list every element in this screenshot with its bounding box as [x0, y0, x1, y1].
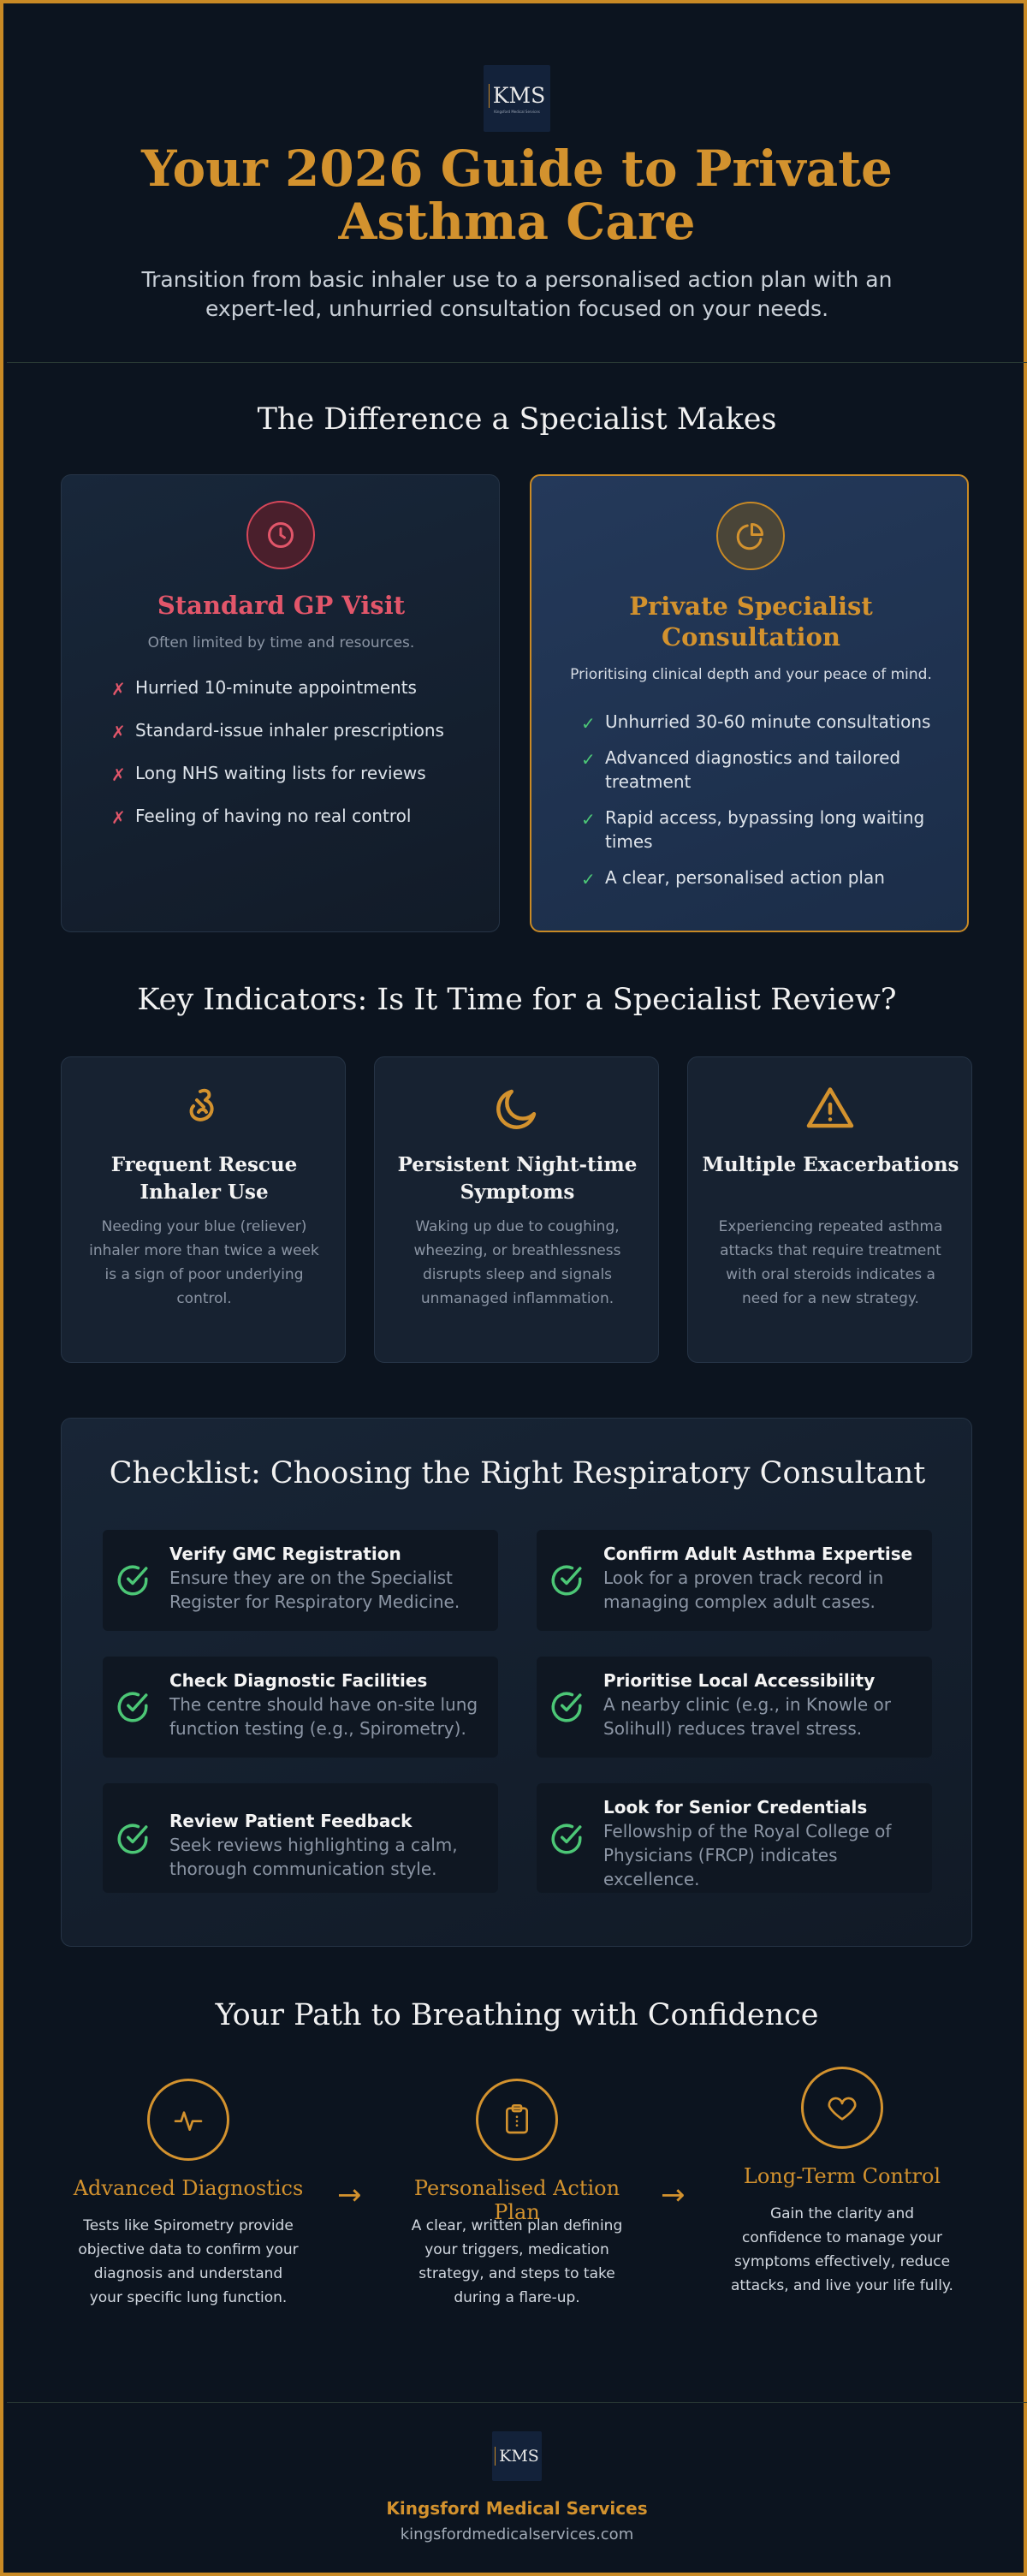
list-item: ✓ Rapid access, bypassing long waiting times — [581, 807, 925, 852]
indicators-title: Key Indicators: Is It Time for a Specialist Review? — [137, 983, 897, 1017]
checklist-item — [103, 1530, 498, 1631]
check-circle-icon — [549, 1689, 585, 1725]
indicator-card — [61, 1056, 346, 1363]
logo-tagline: Kingsford Medical Services — [494, 109, 540, 114]
clock-icon — [246, 501, 315, 569]
step-title: Advanced Diagnostics — [73, 2176, 304, 2200]
checklist-item-title: Review Patient Feedback — [169, 1811, 413, 1831]
checklist-item-desc: The centre should have on-site lung function testing (e.g., Spirometry). — [169, 1694, 478, 1739]
cross-icon: ✗ — [111, 679, 126, 699]
check-circle-icon — [549, 1562, 585, 1598]
page-title: Your 2026 Guide to Private Asthma Care — [141, 140, 893, 251]
checklist-item-title: Look for Senior Credentials — [603, 1797, 868, 1817]
indicator-title: Frequent Rescue Inhaler Use — [110, 1153, 298, 1204]
step-desc: Tests like Spirometry provide objective data to confirm your diagnosis and understand your specific lung function. — [78, 2217, 299, 2306]
checklist-item — [103, 1783, 498, 1893]
logo-text: KMS — [489, 84, 545, 108]
checklist-item-desc: Seek reviews highlighting a calm, thorough communication style. — [169, 1835, 458, 1879]
list-item: ✓ Unhurried 30-60 minute consultations — [581, 711, 931, 734]
footer-divider — [7, 2402, 1027, 2403]
list-item: ✓ A clear, personalised action plan — [581, 867, 885, 889]
heart-icon — [801, 2067, 883, 2149]
inhaler-icon — [178, 1083, 229, 1134]
checklist-item-desc: Look for a proven track record in managing complex adult cases. — [603, 1568, 884, 1612]
gp-list — [111, 675, 471, 847]
indicator-card — [687, 1056, 972, 1363]
checklist-item-desc: A nearby clinic (e.g., in Knowle or Solihull) reduces travel stress. — [603, 1694, 891, 1739]
check-icon: ✓ — [581, 869, 596, 889]
checklist-panel — [61, 1418, 972, 1947]
check-circle-icon — [549, 1821, 585, 1857]
checklist-item-title: Prioritise Local Accessibility — [603, 1670, 876, 1691]
gp-card — [61, 474, 500, 932]
arrow-icon: → — [661, 2178, 686, 2212]
list-item: ✗ Feeling of having no real control — [111, 806, 412, 828]
specialist-card — [530, 474, 969, 932]
cross-icon: ✗ — [111, 764, 126, 785]
indicator-desc: Experiencing repeated asthma attacks that require treatment with oral steroids indicates a need for a new strategy. — [718, 1218, 943, 1307]
specialist-list — [581, 710, 941, 901]
step-desc: Gain the clarity and confidence to manage your symptoms effectively, reduce attacks, and live your life fully. — [731, 2205, 953, 2294]
cross-icon: ✗ — [111, 722, 126, 742]
clipboard-icon — [476, 2079, 558, 2161]
gp-title: Standard GP Visit — [157, 591, 406, 620]
list-item: ✗ Hurried 10-minute appointments — [111, 677, 417, 699]
footer-url[interactable]: kingsfordmedicalservices.com — [400, 2525, 634, 2543]
check-icon: ✓ — [581, 749, 596, 770]
header-divider — [7, 362, 1027, 363]
checklist-item-title: Confirm Adult Asthma Expertise — [603, 1544, 913, 1564]
logo-text: KMS — [495, 2447, 539, 2466]
indicator-title: Persistent Night-time Symptoms — [397, 1153, 638, 1204]
checklist-item — [537, 1657, 932, 1758]
pulse-icon — [147, 2079, 229, 2161]
logo — [484, 65, 550, 132]
checklist-item-title: Check Diagnostic Facilities — [169, 1670, 428, 1691]
list-item: ✓ Advanced diagnostics and tailored treatment — [581, 747, 901, 792]
arrow-icon: → — [337, 2178, 362, 2212]
indicator-desc: Needing your blue (reliever) inhaler more than twice a week is a sign of poor underlying control. — [89, 1218, 319, 1307]
step-title: Long-Term Control — [743, 2164, 941, 2188]
indicator-desc: Waking up due to coughing, wheezing, or breathlessness disrupts sleep and signals unmanaged inflammation. — [413, 1218, 621, 1307]
specialist-desc: Prioritising clinical depth and your peace of mind. — [570, 666, 932, 683]
checklist-item — [537, 1783, 932, 1893]
checklist-item-title: Verify GMC Registration — [169, 1544, 401, 1564]
check-icon: ✓ — [581, 809, 596, 830]
check-circle-icon — [115, 1821, 151, 1857]
moon-icon — [491, 1083, 543, 1134]
warning-icon — [804, 1083, 856, 1134]
check-circle-icon — [115, 1689, 151, 1725]
footer-logo — [492, 2431, 542, 2481]
checklist-item-desc: Ensure they are on the Specialist Register for Respiratory Medicine. — [169, 1568, 460, 1612]
cross-icon: ✗ — [111, 807, 126, 828]
footer-company-name: Kingsford Medical Services — [386, 2498, 648, 2519]
gp-desc: Often limited by time and resources. — [147, 634, 415, 651]
list-item: ✗ Standard-issue inhaler prescriptions — [111, 720, 444, 742]
list-item: ✗ Long NHS waiting lists for reviews — [111, 763, 426, 785]
checklist-item — [103, 1657, 498, 1758]
check-icon: ✓ — [581, 713, 596, 734]
checklist-item — [537, 1530, 932, 1631]
checklist-item-desc: Fellowship of the Royal College of Physicians (FRCP) indicates excellence. — [603, 1821, 892, 1889]
page-subtitle: Transition from basic inhaler use to a personalised action plan with an expert-led, unhurried consultation focused on your needs. — [141, 267, 893, 321]
path-title: Your Path to Breathing with Confidence — [215, 1998, 819, 2032]
comparison-title: The Difference a Specialist Makes — [257, 402, 777, 437]
checklist-title: Checklist: Choosing the Right Respiratory Consultant — [109, 1456, 926, 1490]
step-desc: A clear, written plan defining your triggers, medication strategy, and steps to take during a flare-up. — [411, 2217, 623, 2306]
indicator-card — [374, 1056, 659, 1363]
step-title: Personalised Action Plan — [413, 2176, 620, 2224]
pie-chart-icon — [716, 502, 785, 570]
specialist-title: Private Specialist Consultation — [629, 592, 873, 651]
indicator-title: Multiple Exacerbations — [702, 1153, 959, 1176]
check-circle-icon — [115, 1562, 151, 1598]
